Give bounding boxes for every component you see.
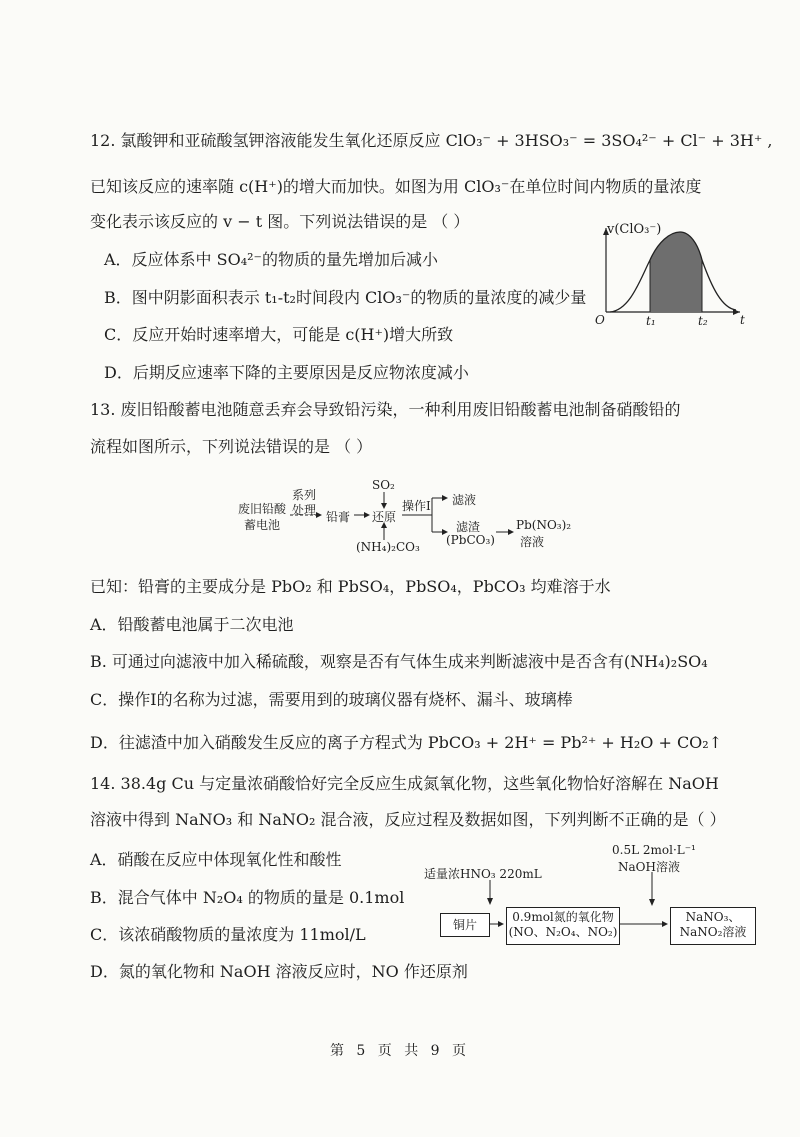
q14-option-c[interactable]: C．该浓硝酸物质的量浓度为 11mol/L <box>90 925 366 944</box>
q14-flow-copper-box <box>440 913 490 937</box>
q12-option-a[interactable]: A．反应体系中 SO₄²⁻的物质的量先增加后减小 <box>104 250 438 269</box>
q12-equation: ClO₃⁻ + 3HSO₃⁻ = 3SO₄²⁻ + Cl⁻ + 3H⁺ , <box>445 131 773 150</box>
q14-flow-product-box <box>670 907 756 945</box>
q12-graph-xlabel: t <box>740 313 745 327</box>
q14-flow-naoh-2: NaOH溶液 <box>618 860 680 874</box>
q12-option-c[interactable]: C．反应开始时速率增大，可能是 c(H⁺)增大所致 <box>104 325 454 344</box>
q13-flow-reduce: 还原 <box>372 510 397 524</box>
q14-option-b[interactable]: B．混合气体中 N₂O₄ 的物质的量是 0.1mol <box>90 888 405 907</box>
q13-stem-line2: 流程如图所示，下列说法错误的是 （ ） <box>90 437 373 456</box>
q12-option-b[interactable]: B．图中阴影面积表示 t₁-t₂时间段内 ClO₃⁻的物质的量浓度的减少量 <box>104 288 587 307</box>
q14-flow-hno3: 适量浓HNO₃ 220mL <box>424 867 542 881</box>
q14-option-a[interactable]: A．硝酸在反应中体现氧化性和酸性 <box>90 850 342 869</box>
q12-graph-t1: t₁ <box>646 314 656 328</box>
q13-known: 已知：铅膏的主要成分是 PbO₂ 和 PbSO₄，PbSO₄，PbCO₃ 均难溶于水 <box>90 577 611 596</box>
q13-flow-op1: 操作Ⅰ <box>402 499 431 513</box>
q13-flow-paste: 铅膏 <box>326 510 351 524</box>
q13-option-a[interactable]: A．铅酸蓄电池属于二次电池 <box>90 615 294 634</box>
q13-flow-start-2: 蓄电池 <box>244 518 281 532</box>
q13-flow-residue-1: 滤渣 <box>456 520 481 534</box>
page-footer: 第 5 页 共 9 页 <box>329 1043 471 1059</box>
q13-option-d[interactable]: D．往滤渣中加入硝酸发生反应的离子方程式为 PbCO₃ + 2H⁺ = Pb²⁺ + H₂O + CO₂↑ <box>90 733 723 752</box>
q12-graph-origin: O <box>595 313 605 327</box>
q14-option-d[interactable]: D．氮的氧化物和 NaOH 溶液反应时，NO 作还原剂 <box>90 962 468 981</box>
q14-flow-product-2: NaNO₂溶液 <box>679 925 747 939</box>
q13-flow-arrow-bottom: 处理 <box>292 503 317 517</box>
q14-flow-oxide-box <box>506 907 620 945</box>
q14-flow-copper: 铜片 <box>452 918 477 932</box>
q13-flow-filtrate: 滤液 <box>452 493 477 507</box>
q14-stem-line1: 14. 38.4g Cu 与定量浓硝酸恰好完全反应生成氮氧化物，这些氧化物恰好溶解在 NaOH <box>90 774 719 793</box>
q13-stem-line1: 13. 废旧铅酸蓄电池随意丢弃会导致铅污染，一种利用废旧铅酸蓄电池制备硝酸铅的 <box>90 400 681 419</box>
q12-option-d[interactable]: D．后期反应速率下降的主要原因是反应物浓度减小 <box>104 363 469 382</box>
q12-stem-line3: 变化表示该反应的 v − t 图。下列说法错误的是 （ ） <box>90 212 470 231</box>
q13-flow-product-1: Pb(NO₃)₂ <box>516 518 572 532</box>
q12-graph-ylabel: v(ClO₃⁻) <box>607 222 662 237</box>
q13-flow-start-1: 废旧铅酸 <box>238 502 287 516</box>
q12-stem-line2: 已知该反应的速率随 c(H⁺)的增大而加快。如图为用 ClO₃⁻在单位时间内物质的量浓度 <box>90 177 702 196</box>
q14-flow-product-1: NaNO₃、 <box>685 910 741 924</box>
q13-flow-product-2: 溶液 <box>520 535 545 549</box>
q13-flow-nh4co3: (NH₄)₂CO₃ <box>356 540 420 554</box>
q13-flow-arrow-top: 系列 <box>292 488 317 502</box>
q13-option-c[interactable]: C．操作Ⅰ的名称为过滤，需要用到的玻璃仪器有烧杯、漏斗、玻璃棒 <box>90 690 573 709</box>
q12-graph-t2: t₂ <box>698 314 708 328</box>
q12-stem-text: 12. 氯酸钾和亚硫酸氢钾溶液能发生氧化还原反应 <box>90 131 441 150</box>
q13-flow-so2: SO₂ <box>372 478 395 492</box>
q14-stem-line2: 溶液中得到 NaNO₃ 和 NaNO₂ 混合液，反应过程及数据如图，下列判断不正确的是（ ） <box>90 810 726 829</box>
q13-flow-residue-2: (PbCO₃) <box>446 533 495 547</box>
q14-flow-naoh-1: 0.5L 2mol·L⁻¹ <box>612 843 696 857</box>
q14-flow-oxide-1: 0.9mol氮的氧化物 <box>512 910 614 924</box>
q13-option-b[interactable]: B. 可通过向滤液中加入稀硫酸，观察是否有气体生成来判断滤液中是否含有(NH₄)₂SO₄ <box>90 652 708 671</box>
q14-flow-oxide-2: (NO、N₂O₄、NO₂) <box>508 925 618 939</box>
